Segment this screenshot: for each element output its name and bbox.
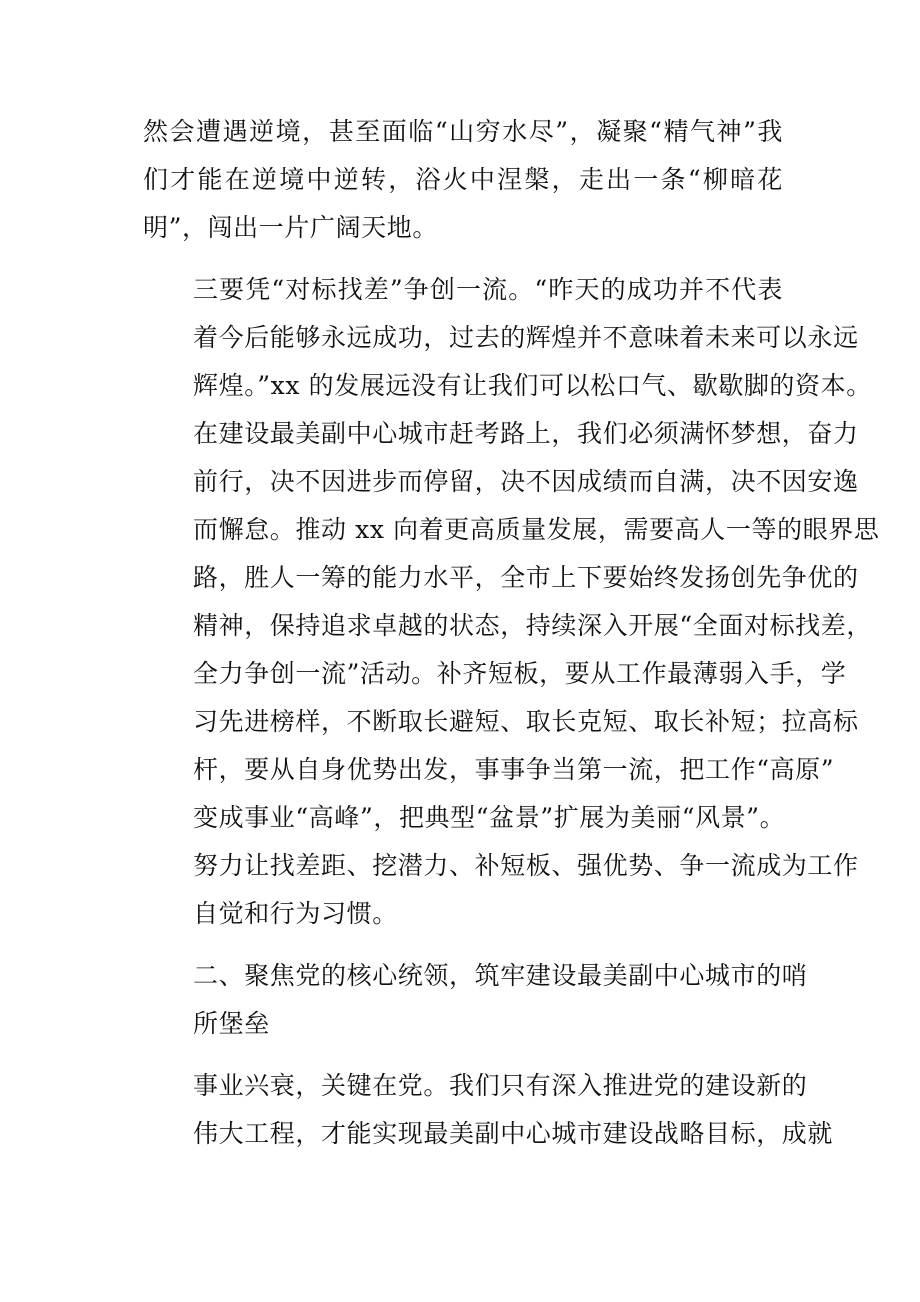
text-line: 三要凭“对标找差”争创一流。“昨天的成功并不代表 (193, 275, 783, 304)
text-line: 精神，保持追求卓越的状态，持续深入开展“全面对标找差， (193, 611, 872, 640)
text-line: 然会遭遇逆境，甚至面临“山穷水尽”，凝聚“精气神”我 (143, 117, 783, 146)
text-line: 而懈怠。推动 xx 向着更高质量发展，需要高人一等的眼界思 (193, 515, 880, 544)
text-line: 杆，要从自身优势出发，事事争当第一流，把工作“高原” (193, 755, 835, 784)
text-line: 伟大工程，才能实现最美副中心城市建设战略目标，成就 (193, 1119, 834, 1148)
text-line: 自觉和行为习惯。 (193, 899, 398, 928)
text-line: 二、聚焦党的核心统领，筑牢建设最美副中心城市的哨 (193, 961, 808, 990)
text-line: 路，胜人一筹的能力水平，全市上下要始终发扬创先争优的 (193, 563, 859, 592)
text-line: 所堡垒 (193, 1009, 270, 1038)
document-body (143, 108, 880, 1158)
text-line: 着今后能够永远成功，过去的辉煌并不意味着未来可以永远 (193, 323, 859, 352)
text-line: 全力争创一流”活动。补齐短板，要从工作最薄弱入手，学 (193, 659, 847, 688)
text-line: 辉煌。”xx 的发展远没有让我们可以松口气、歇歇脚的资本。 (193, 371, 872, 400)
text-line: 努力让找差距、挖潜力、补短板、强优势、争一流成为工作 (193, 851, 859, 880)
text-line: 前行，决不因进步而停留，决不因成绩而自满，决不因安逸 (193, 467, 859, 496)
text-line: 明”，闯出一片广阔天地。 (143, 213, 438, 242)
paragraph (143, 952, 808, 1048)
text-line: 在建设最美副中心城市赶考路上，我们必须满怀梦想，奋力 (193, 419, 859, 448)
text-line: 们才能在逆境中逆转，浴火中涅槃，走出一条“柳暗花 (143, 165, 783, 194)
paragraph (143, 108, 783, 252)
text-line: 事业兴衰，关键在党。我们只有深入推进党的建设新的 (193, 1071, 808, 1100)
text-line: 习先进榜样，不断取长避短、取长克短、取长补短；拉高标 (193, 707, 859, 736)
paragraph (143, 266, 880, 938)
text-line: 变成事业“高峰”，把典型“盆景”扩展为美丽“风景”。 (193, 803, 786, 832)
paragraph (143, 1062, 834, 1158)
